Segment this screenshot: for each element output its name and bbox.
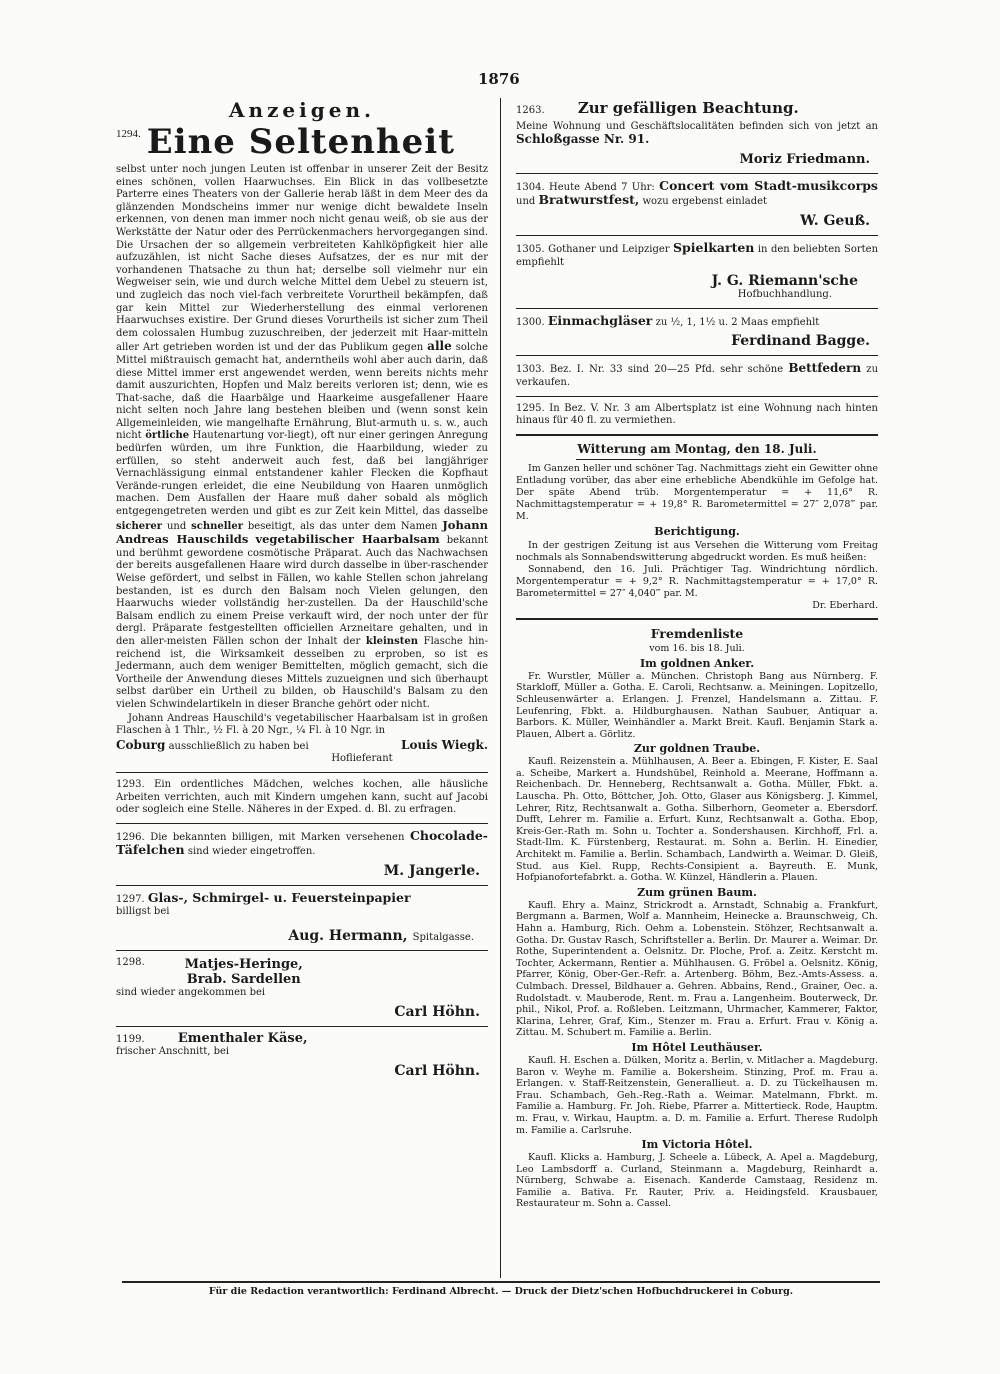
ad-1297-signature: Aug. Hermann, (288, 928, 408, 945)
separator (516, 173, 878, 174)
ad-1295 (516, 403, 878, 428)
ad-1298 (116, 957, 488, 987)
ad-1303-product: Bettfedern (788, 361, 862, 376)
ad-1305-signature: J. G. Riemann'sche (711, 273, 858, 290)
hotel-heading: Zur goldnen Traube. (633, 742, 761, 756)
ad-1296-signature: M. Jangerle. (383, 862, 480, 879)
hotel-guests: Kaufl. H. Eschen a. Dülken, Moritz a. Berlin, v. Mitlacher a. Magdeburg. Baron v. Weyhe m. Familie a. Bokersheim. Stinzing, Prof. m. Frau a. Erlangen. v. Staff-Reitzenstein, Generallieut. a. D. zu Tückelhausen m. Frau. Schambach, Geh.-Reg.-Rath a. Weimar. Matelmann, Fbrkt. m. Familie a. Hamburg. Fr. Joh. Riebe, Pfarrer a. Mittertieck. Rode, Hauptm. m. Frau, v. Wirkau, Hauptm. a. D. m. Familie a. Erfurt. Therese Rudolph m. Familie a. Carlsruhe. (516, 1054, 878, 1136)
emph-sicherer: sicherer (116, 520, 163, 532)
town-coburg: Coburg (116, 737, 166, 752)
correction-title: Berichtigung. (654, 524, 740, 538)
body-text: bekannt und berühmt gewordene cosmötische Präparat. Auch das Nachwachsen der bereits ausgefallenen Haare wird durch dasselbe in über-raschender Weise gefördert, und selbst in Fällen, wo kahle Stellen schon jahrelang bestanden, ist es durch den Balsam noch Vielen gelungen, den Haarwuchs wieder vollständig her-zustellen. Da der Hauschild'sche Balsam endlich zu einem Preise verkauft wird, der noch unter der für dergl. Präparate festgestellten officiellen Arzneitare gehalten, und in den aller-meisten Fällen schon der Inhalt der (116, 535, 488, 647)
ad-1297-product: Glas-, Schmirgel- u. Feuersteinpapier (147, 889, 411, 905)
ad-1294-body (116, 164, 488, 712)
ad-number: 1199. (116, 1033, 145, 1045)
price-text: Johann Andreas Hauschild's vegetabilischer Haarbalsam ist in großen Flaschen à 1 Thlr., ½ Fl. à 20 Ngr., ¼ Fl. à 10 Ngr. in (116, 712, 488, 737)
hotel-heading: Zum grünen Baum. (637, 885, 757, 899)
product-name-1: Johann Andreas Hauschilds (116, 517, 488, 547)
ad-number: 1294. (116, 128, 141, 140)
ad-1300-product: Einmachgläser (547, 312, 653, 328)
ad-1297-address: Spitalgasse. (412, 932, 474, 944)
product-name-2: vegetabilischer Haarbalsam (255, 532, 440, 547)
correction-signature: Dr. Eberhard. (812, 599, 878, 611)
ad-1298-signature: Carl Höhn. (394, 1003, 480, 1020)
hotel-guests: Kaufl. Reizenstein a. Mühlhausen, A. Beer a. Ebingen, F. Kister, E. Saal a. Scheibe, Markert a. Hundshübel, Reinhold a. Meerane, Hoffmann a. Reichenbach. Dr. Henneberg, Rechtsanwalt a. Gotha. Müller, Fbkt. a. Lauscha. Ph. Otto, Böttcher, Joh. Otto, Glaser aus Königsberg. J. Kimmel, Lehrer, Ritz, Rechtsanwalt a. Gotha. Silberhorn, Geometer a. Ebersdorf. Dufft, Lehrer m. Familie a. Erfurt. Kunz, Rechtsanwalt a. Gotha. Ebop, Kreis-Ger.-Rath m. Sohn u. Tochter a. Sondershausen. Kirchhoff, Frl. a. Stadt-Ilm. K. Fürstenberg, Restaurat. m. Sohn a. Berlin. H. Einedier, Architekt m. Familie a. Berlin. Schambach, Landwirth a. Weimar. D. Gleiß, Stud. aus Kiel. Rupp, Rechts-Consipient a. Bayreuth. E. Munk, Hofpianofortefabrkt. a. Gotha. W. Künzel, Händlerin a. Plauen. (516, 756, 878, 884)
ad-number: 1298. (116, 957, 145, 969)
weather-title: Witterung am Montag, den 18. Juli. (577, 441, 817, 456)
ad-1296-rest: sind wieder eingetroffen. (187, 846, 316, 858)
ad-number: 1295. (516, 402, 545, 414)
ad-1294-price (116, 713, 488, 738)
separator (116, 823, 488, 824)
ad-1305-product: Spielkarten (673, 239, 755, 255)
emph-alle: alle (427, 339, 452, 354)
correction-detail: Sonnabend, den 16. Juli. Prächtiger Tag. Windrichtung nördlich. Morgentemperatur = + 9,2° R. Nachmittagstemperatur = + 17,0° R. Barometermittel = 27″ 4,040‴ par. M. (516, 563, 878, 599)
emph-schneller: schneller (191, 520, 243, 532)
seller-title: Hoflieferant (331, 753, 393, 765)
separator (116, 950, 488, 951)
ad-number: 1263. (516, 105, 545, 116)
hotel-guests: Kaufl. Ehry a. Mainz, Strickrodt a. Arnstadt, Schnabig a. Frankfurt, Bergmann a. Barmen, Wolf a. Mannheim, Heinecke a. Braunschweig, Ch. Hahn a. Hamburg, Rich. Oehm a. Lobenstein. Stöhzer, Rechtsanwalt a. Gotha. Dr. Gustav Rasch, Schriftsteller a. Berlin. Dr. Maurer a. Weimar. Dr. Rothe, Superintendent a. Oelsnitz. Dr. Ploche, Prof. a. Zeitz. Kerstcht m. Tochter, Ackermann, Rentier a. Mühlhausen. G. Fröbel a. Oelsnitz. König, Pfarrer, König, Ober-Ger.-Refr. a. Artenberg. Böhm, Bez.-Amts-Assess. a. Culmbach. Dressel, Bildhauer a. Gehren. Abbains, Rend., Grainer, Oec. a. Rudolstadt. v. Mauberode, Rent. m. Frau a. Langenheim. Bouterweck, Dr. phil., Nikol, Prof. a. Roßleben. Leitzmann, Uhrmacher, Kammerer, Faktor, Klarina, Lehrer, Graf, Kim., Stenzer m. Frau a. Erfurt. Frau v. König a. Zittau. M. Schubert m. Familie a. Berlin. (516, 899, 878, 1039)
separator (516, 355, 878, 356)
ad-1296-body: Die bekannten billigen, mit Marken versehenen (150, 831, 405, 843)
ad-1303-text: Bez. I. Nr. 33 sind 20—25 Pfd. sehr schöne (549, 364, 784, 376)
hotel-heading: Im Hôtel Leuthäuser. (631, 1040, 763, 1054)
hotel-guests: Fr. Wurstler, Müller a. München. Christoph Bang aus Nürnberg. F. Starkloff, Müller a. Gotha. E. Caroli, Rechtsanw. a. Meiningen. Lopitzello, Schleusenwärter a. Erlangen. J. Frenzel, Handelsmann a. Zittau. F. Leufenring, Fbkt. a. Hildburghausen. Nathan Saubuer, Antiquar a. Barbors. K. Müller, Weinhändler a. Markt Breit. Kaufl. Benjamin Stark a. Plauen, Albert a. Görlitz. (516, 670, 878, 740)
ad-number: 1297. (116, 893, 145, 905)
correction-body: In der gestrigen Zeitung ist aus Versehen die Witterung vom Freitag nochmals als Sonnabendswitterung abgedruckt worden. Es muß heißen: (516, 539, 878, 563)
ad-number: 1304. (516, 181, 545, 193)
right-column (516, 98, 878, 1210)
separator (516, 308, 878, 309)
guest-list-subtitle: vom 16. bis 18. Juli. (649, 642, 745, 654)
ad-1304-signature: W. Geuß. (800, 212, 870, 229)
body-text: beseitigt, als das unter dem Namen (247, 520, 438, 532)
ad-number: 1303. (516, 364, 545, 376)
separator (516, 434, 878, 436)
ad-1293 (116, 779, 488, 817)
ad-1263-body (516, 121, 878, 148)
ad-number: 1296. (116, 831, 145, 843)
separator (516, 396, 878, 397)
ad-1263-title: Zur gefälligen Beachtung. (577, 99, 799, 117)
separator (116, 772, 488, 773)
emph-kleinsten: kleinsten (365, 635, 418, 647)
ad-1294-title-row (116, 122, 488, 162)
emph-oertliche: örtliche (145, 430, 190, 442)
body-text: solche Mittel mißtrauisch gemacht hat, anderntheils wohl aber auch darin, daß diese Mittel immer erst angewendet werden, wenn bereits nichts mehr damit auszurichten, Hopfen und Malz bereits verloren ist; denn, wie es That-sache, daß die Haarbälge und Haarkeime ausgefallener Haare nicht selten noch Jahre lang bestehen bleiben und (wenn sonst kein Allgemeinleiden, wie mangelhafte Ernährung, Blut-armuth u. s. w., auch nicht (116, 342, 488, 442)
ad-1304-event-2: Bratwurstfest, (538, 192, 640, 208)
ad-1303-rest: zu verkaufen. (516, 364, 879, 388)
ad-1297 (116, 889, 488, 919)
ad-1294-seller-line (116, 739, 488, 754)
ad-1300-rest: zu ½, 1, 1½ u. 2 Maas empfiehlt (655, 316, 820, 328)
body-text: Hautenartung vor-liegt), oft nur einer geringen Anregung bedürfen würden, um ihre Funktion, die Haarbildung, wieder zu erfüllen, so steht anderweit auch fest, daß bei langjähriger Vernachlässigung einmal entstandener kahler Flecken die Kopfhaut Verände-rungen erleidet, die eine Neubildung von Haaren unmöglich machen. Dem Ausfallen der Haare muß daher sobald als möglich entgegengetreten werden und gibt es zur Zeit kein Mittel, das dasselbe (116, 430, 488, 518)
hotel-guests: Kaufl. Klicks a. Hamburg, J. Scheele a. Lübeck, A. Apel a. Magdeburg, Leo Lambsdorff a. Curland, Steinmann a. Magdeburg, Reinhardt a. Nürnberg, Schwabe a. Eisenach. Kanderde Camstaag, Residenz m. Familie a. Bativa. Fr. Rauter, Priv. a. Heidingsfeld. Krausbauer, Restaurateur m. Sohn a. Cassel. (516, 1152, 878, 1210)
seller-name: Louis Wiegk. (401, 737, 488, 752)
body-text: Flasche hin-reichend ist, die Wirksamkeit desselben zu erproben, so ist es Jedermann, auch dem weniger Bemittelten, möglich gemacht, sich die Vortheile der Anwendung dieses Mittels zuzueignen und sich überhaupt selbst darüber ein Urtheil zu bilden, ob Hauschild's Balsam zu den vielen Schwindelartikeln in dieser Branche gehört oder nicht. (116, 635, 488, 710)
ad-1298-rest: sind wieder angekommen bei (116, 987, 266, 999)
body-text: selbst unter noch jungen Leuten ist offenbar in unserer Zeit der Besitz eines schönen, vollen Haarwuchses. Ein Blick in das vollbesetzte Parterre eines Theaters von der Gallerie herab läßt in dem Meer des da glänzenden Mondscheins immer nur wenige dicht bewaldete Inseln erkennen, von denen man immer noch nicht genau weiß, ob sie aus der Werkstätte der Natur oder des Perrückenmachers hervorgegangen sind. Die Ursachen der so allgemein verbreiteten Kahlköpfigkeit hier alle aufzuzählen, ist nicht Sache dieses Aufsatzes, der es nur mit der vorhandenen Thatsache zu thun hat; derselbe soll vielmehr nur ein Wegweiser sein, wie und durch welche Mittel dem Uebel zu steuern ist, und zugleich das noch viel-fach verbreitete Vorurtheil bekämpfen, daß gar kein Mittel zur Wiederherstellung des einmal verlorenen Haarwuchses existire. Der Grund dieses Vorurtheils ist sicher zum Theil dem colossalen Humbug zuzuschreiben, der jederzeit mit Haar-mitteln aller Art getrieben worden ist und der das Publikum gegen (116, 164, 488, 354)
guest-list-title: Fremdenliste (650, 625, 744, 641)
ad-1298-product-1: Matjes-Heringe, (184, 957, 303, 973)
ad-1199-product: Ementhaler Käse, (177, 1030, 308, 1046)
left-column (116, 98, 488, 1079)
ad-1297-signature-line (116, 925, 488, 944)
footer-rule (122, 1281, 880, 1283)
ad-1305-text: Gothaner und Leipziger (548, 243, 670, 255)
ad-1296 (116, 827, 488, 859)
ad-1199-signature: Carl Höhn. (394, 1062, 480, 1079)
ad-number: 1300. (516, 316, 545, 328)
imprint-footer: Für die Redaction verantwortlich: Ferdinand Albrecht. — Druck der Dietz'schen Hofbuchdruckerei in Coburg. (208, 1286, 794, 1297)
weather-body: Im Ganzen heller und schöner Tag. Nachmittags zieht ein Gewitter ohne Entladung vorüber, das aber eine erhebliche Abendkühle im Gefolge hat. Der späte Abend trüb. Morgentemperatur = + 11,6° R. Nachmittagstemperatur = + 19,8° R. Barometermittel = 27″ 2,078‴ par. M. (516, 462, 878, 522)
ad-1263-title-row (516, 99, 878, 118)
separator (516, 618, 878, 620)
ad-1298-products (185, 957, 303, 987)
hotel-heading: Im goldnen Anker. (639, 656, 755, 670)
body-text: und (166, 520, 187, 532)
ad-number: 1305. (516, 243, 545, 255)
separator-short (576, 459, 818, 460)
exclusive-text: ausschließlich zu haben bei (168, 740, 309, 752)
ad-1305-signature-2: Hofbuchhandlung. (737, 289, 832, 301)
ad-1300 (516, 312, 878, 330)
ad-1304-rest: wozu ergebenst einladet (642, 196, 768, 208)
ad-1263-text: Meine Wohnung und Geschäftslocalitäten befinden sich von jetzt an (516, 120, 878, 132)
ad-1293-body: Ein ordentliches Mädchen, welches kochen, alle häusliche Arbeiten verrichten, auch mit Kindern umgehen kann, sucht auf Jacobi oder sogleich eine Stelle. Näheres in der Exped. d. Bl. zu erfragen. (116, 778, 488, 816)
ad-1304-und: und (516, 196, 536, 208)
page-number: 1876 (478, 70, 520, 88)
ad-1303 (516, 362, 878, 389)
ad-1263-signature: Moriz Friedmann. (739, 151, 870, 167)
hotel-heading: Im Victoria Hôtel. (641, 1138, 753, 1152)
separator (516, 235, 878, 236)
ad-1263-address: Schloßgasse Nr. 91. (516, 132, 650, 147)
ad-1199 (116, 1030, 488, 1047)
ad-1305 (516, 239, 879, 269)
ad-1304 (516, 177, 878, 209)
ad-1294-title: Eine Seltenheit (146, 122, 455, 162)
ad-1304-text: Heute Abend 7 Uhr: (548, 181, 655, 193)
ad-1297-rest: billigst bei (116, 906, 170, 918)
separator (116, 1026, 488, 1027)
ad-1300-signature: Ferdinand Bagge. (731, 333, 870, 350)
column-divider (500, 98, 501, 1278)
ad-number: 1293. (116, 778, 145, 790)
ad-1296-product: Chocolade-Täfelchen (116, 827, 488, 858)
ad-1199-rest: frischer Anschnitt, bei (116, 1046, 230, 1058)
ad-1305-rest: in den beliebten Sorten empfiehlt (516, 243, 879, 268)
separator (116, 885, 488, 886)
ad-1295-text: In Bez. V. Nr. 3 am Albertsplatz ist eine Wohnung nach hinten hinaus für 40 fl. zu vermiethen. (516, 402, 878, 427)
ad-1304-event: Concert vom Stadt-musikcorps (659, 177, 878, 193)
ad-1298-product-2: Brab. Sardellen (186, 972, 301, 988)
section-title-anzeigen: Anzeigen. (229, 98, 375, 122)
